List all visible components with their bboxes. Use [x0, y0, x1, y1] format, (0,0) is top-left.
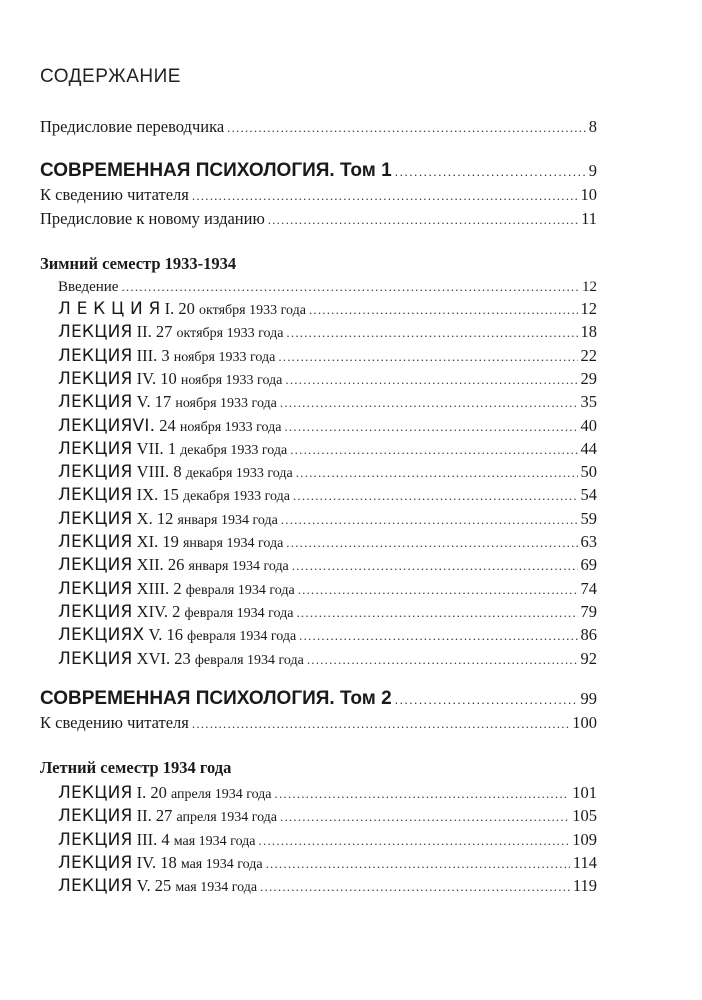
entry-page: 11 — [581, 209, 597, 228]
lecture-day: 18 — [160, 852, 177, 872]
lecture-label — [58, 485, 290, 505]
lecture-date: апреля 1934 года — [176, 810, 278, 826]
lecture-word: ЛЕКЦИЯ — [58, 852, 133, 873]
lecture-day: 15 — [162, 485, 179, 505]
lecture-day: 2 — [172, 601, 181, 621]
toc-entry-reader-note[interactable] — [40, 713, 597, 733]
lecture-number: II. — [136, 322, 152, 342]
dot-leader — [192, 716, 569, 732]
lecture-word: ЛЕКЦИЯ — [58, 783, 133, 803]
lecture-day: 17 — [154, 392, 172, 412]
lecture-day: 1 — [167, 438, 177, 458]
toc-entry-volume-2[interactable] — [40, 688, 597, 710]
lecture-word: ЛЕКЦИЯ — [58, 876, 133, 897]
lecture-day: 8 — [173, 462, 182, 482]
lecture-word: Л Е К Ц И Я — [58, 299, 161, 319]
lecture-date: декабря 1933 года — [180, 442, 288, 458]
toc-entry-lecture[interactable] — [58, 783, 597, 803]
lecture-day: 19 — [162, 532, 179, 551]
lecture-number: XIII. — [136, 578, 170, 598]
lecture-date: мая 1934 года — [180, 856, 263, 872]
entry-page: 12 — [580, 299, 597, 318]
semester-heading: Летний семестр 1934 года — [40, 758, 232, 777]
lecture-word: ЛЕКЦИЯ — [58, 829, 133, 850]
entry-page: 12 — [582, 279, 597, 295]
lecture-number: XI. — [136, 532, 159, 551]
lecture-day: 27 — [155, 322, 173, 342]
lecture-number: V. — [136, 876, 151, 896]
dot-leader — [284, 419, 577, 435]
lecture-word: ЛЕКЦИЯХ — [58, 625, 145, 646]
lecture-day: 27 — [155, 806, 173, 826]
dot-leader — [281, 512, 578, 528]
lecture-date: января 1934 года — [188, 559, 289, 575]
entry-page: 50 — [580, 462, 597, 482]
lecture-number: VIII. — [136, 462, 170, 482]
lecture-label — [58, 625, 296, 645]
toc-entry-lecture[interactable] — [58, 369, 597, 389]
entry-label: Предисловие переводчика — [40, 117, 225, 136]
entry-page: 9 — [588, 161, 597, 180]
lecture-word: ЛЕКЦИЯ — [58, 322, 133, 343]
lecture-word: ЛЕКЦИЯ — [58, 392, 133, 413]
lecture-label — [58, 346, 275, 366]
toc-entry-lecture[interactable] — [58, 439, 597, 459]
entry-page: 114 — [572, 852, 597, 872]
lecture-date: ноября 1933 года — [180, 372, 283, 388]
lecture-word: ЛЕКЦИЯ — [58, 806, 133, 827]
lecture-label — [58, 649, 304, 669]
lecture-date: мая 1934 года — [173, 833, 256, 849]
entry-page: 35 — [580, 392, 597, 412]
toc-entry-lecture[interactable] — [58, 555, 597, 575]
entry-page: 92 — [580, 648, 597, 668]
dot-leader — [395, 164, 586, 179]
lecture-word: ЛЕКЦИЯ — [58, 601, 133, 622]
entry-label: Предисловие к новому изданию — [40, 209, 265, 228]
toc-entry-lecture[interactable] — [58, 806, 597, 826]
lecture-day: 24 — [159, 415, 176, 435]
lecture-number: X. — [136, 508, 153, 528]
lecture-date: декабря 1933 года — [185, 466, 293, 482]
toc-entry-lecture[interactable] — [58, 625, 597, 645]
lecture-label — [58, 416, 281, 436]
entry-page: 22 — [580, 345, 597, 365]
lecture-number: II. — [136, 806, 152, 826]
entry-page: 79 — [580, 601, 597, 621]
dot-leader — [285, 372, 577, 388]
toc-title: СОДЕРЖАНИЕ — [40, 66, 181, 87]
entry-page: 105 — [572, 806, 597, 826]
volume-title: СОВРЕМЕННАЯ ПСИХОЛОГИЯ. Том 2 — [40, 688, 392, 709]
lecture-label — [58, 555, 289, 575]
lecture-date: января 1934 года — [182, 536, 284, 551]
lecture-date: мая 1934 года — [175, 880, 258, 896]
lecture-date: ноября 1933 года — [175, 396, 277, 412]
dot-leader — [293, 488, 578, 504]
toc-entry-lecture[interactable] — [58, 876, 597, 896]
toc-entry-lecture[interactable] — [58, 602, 597, 622]
entry-page: 10 — [580, 185, 597, 204]
lecture-label — [58, 532, 283, 552]
entry-page: 86 — [580, 625, 597, 645]
toc-entry-lecture[interactable] — [58, 579, 597, 599]
lecture-word: ЛЕКЦИЯ — [58, 462, 133, 483]
dot-leader — [268, 212, 578, 228]
lecture-word: ЛЕКЦИЯ — [58, 368, 133, 389]
lecture-label — [58, 853, 263, 873]
dot-leader — [192, 188, 578, 204]
lecture-day: 23 — [174, 648, 191, 668]
dot-leader — [395, 692, 578, 707]
entry-page: 63 — [580, 532, 597, 551]
toc-entry-translator-preface[interactable] — [40, 117, 597, 137]
toc-entry-lecture[interactable] — [58, 853, 597, 873]
dot-leader — [296, 605, 577, 621]
dot-leader — [296, 465, 578, 481]
lecture-date: февраля 1934 года — [187, 629, 297, 645]
toc-entry-lecture[interactable] — [58, 322, 597, 342]
dot-leader — [280, 809, 569, 825]
lecture-word: ЛЕКЦИЯ — [58, 648, 133, 669]
lecture-number: V. — [136, 392, 151, 412]
entry-page: 74 — [580, 578, 597, 598]
semester-heading: Зимний семестр 1933-1934 — [40, 254, 237, 273]
lecture-label — [58, 392, 277, 412]
dot-leader — [307, 652, 578, 668]
lecture-word: ЛЕКЦИЯ — [58, 532, 133, 552]
lecture-word: ЛЕКЦИЯ — [58, 438, 133, 459]
lecture-label — [58, 602, 293, 622]
lecture-number: XII. — [136, 555, 164, 575]
dot-leader — [121, 279, 579, 295]
lecture-label — [58, 439, 287, 459]
entry-label: К сведению читателя — [40, 713, 189, 732]
lecture-label — [58, 579, 295, 599]
lecture-number: III. — [136, 345, 158, 365]
lecture-number: VII. — [136, 438, 164, 458]
lecture-word: ЛЕКЦИЯ — [58, 345, 133, 366]
dot-leader — [280, 395, 578, 411]
lecture-number: XVI. — [136, 648, 171, 668]
lecture-day: 12 — [156, 508, 174, 528]
dot-leader — [275, 786, 570, 802]
entry-page: 69 — [580, 555, 597, 575]
lecture-label — [58, 783, 272, 803]
dot-leader — [286, 535, 577, 551]
lecture-day: 16 — [166, 625, 184, 645]
lecture-day: 2 — [173, 578, 182, 598]
entry-page: 8 — [588, 117, 597, 136]
dot-leader — [298, 582, 578, 598]
lecture-number: V. — [148, 625, 163, 645]
entry-label: К сведению читателя — [40, 185, 189, 204]
toc-entry-lecture[interactable] — [58, 509, 597, 529]
lecture-date: ноября 1933 года — [179, 419, 282, 435]
lecture-label — [58, 830, 256, 850]
entry-page: 40 — [580, 415, 597, 435]
toc-entry-lecture[interactable] — [58, 392, 597, 412]
lecture-label — [58, 876, 257, 896]
toc-entry-lecture[interactable] — [58, 462, 597, 482]
toc-entry-lecture[interactable] — [58, 830, 597, 850]
lecture-date: октября 1933 года — [176, 326, 284, 342]
lecture-word: ЛЕКЦИЯ — [58, 555, 133, 576]
lecture-number: III. — [136, 829, 158, 849]
lecture-word: ЛЕКЦИЯ — [58, 485, 133, 506]
toc-entry-lecture[interactable] — [58, 532, 597, 552]
lecture-date: февраля 1934 года — [185, 582, 295, 598]
lecture-day: 20 — [150, 783, 167, 802]
toc-entry-reader-note[interactable] — [40, 185, 597, 205]
entry-page: 99 — [580, 689, 597, 708]
lecture-day: 26 — [167, 555, 185, 575]
lecture-day: 10 — [160, 368, 177, 388]
toc-entry-new-edition-preface[interactable] — [40, 209, 597, 229]
toc-entry-lecture[interactable] — [58, 485, 597, 505]
toc-entry-lecture[interactable] — [58, 299, 597, 319]
dot-leader — [259, 833, 570, 849]
lecture-word: ЛЕКЦИЯ — [58, 508, 133, 529]
dot-leader — [227, 120, 586, 136]
lecture-date: февраля 1934 года — [194, 652, 304, 668]
entry-page: 18 — [580, 322, 597, 342]
entry-page: 54 — [580, 485, 597, 505]
lecture-day: 20 — [178, 299, 195, 318]
toc-entry-lecture[interactable] — [58, 346, 597, 366]
lecture-number: I. — [164, 299, 175, 318]
lecture-day: 4 — [161, 829, 170, 849]
lecture-number: IV. — [136, 852, 157, 872]
dot-leader — [290, 442, 577, 458]
lecture-number: XIV. — [136, 601, 168, 621]
toc-entry-introduction[interactable] — [58, 279, 597, 296]
dot-leader — [260, 879, 570, 895]
dot-leader — [309, 302, 578, 318]
lecture-day: 3 — [161, 345, 170, 365]
lecture-number: I. — [136, 783, 147, 802]
volume-title: СОВРЕМЕННАЯ ПСИХОЛОГИЯ. Том 1 — [40, 160, 392, 181]
lecture-label — [58, 299, 306, 319]
lecture-word: ЛЕКЦИЯVI. — [58, 415, 156, 436]
lecture-date: ноября 1933 года — [173, 349, 276, 365]
dot-leader — [278, 349, 577, 365]
dot-leader — [286, 325, 577, 341]
entry-label: Введение — [58, 279, 119, 295]
lecture-label — [58, 322, 283, 342]
entry-page: 119 — [572, 876, 597, 896]
lecture-date: октября 1933 года — [199, 303, 306, 318]
lecture-date: апреля 1934 года — [171, 787, 272, 802]
toc-entry-lecture[interactable] — [58, 649, 597, 669]
toc-entry-volume-1[interactable] — [40, 160, 597, 182]
lecture-label — [58, 509, 278, 529]
lecture-date: января 1934 года — [177, 512, 278, 528]
entry-page: 101 — [572, 783, 597, 802]
lecture-number: IX. — [136, 485, 159, 505]
lecture-label — [58, 369, 282, 389]
lecture-word: ЛЕКЦИЯ — [58, 578, 133, 599]
entry-page: 100 — [572, 713, 597, 732]
lecture-date: февраля 1934 года — [184, 605, 294, 621]
lecture-label — [58, 462, 293, 482]
dot-leader — [292, 558, 578, 574]
entry-page: 59 — [580, 508, 597, 528]
lecture-day: 25 — [154, 876, 172, 896]
lecture-date: декабря 1933 года — [182, 489, 290, 505]
lecture-label — [58, 806, 277, 826]
entry-page: 109 — [572, 829, 597, 849]
lecture-number: IV. — [136, 368, 157, 388]
toc-entry-lecture[interactable] — [58, 416, 597, 436]
dot-leader — [266, 856, 570, 872]
entry-page: 44 — [580, 438, 597, 458]
dot-leader — [299, 628, 577, 644]
entry-page: 29 — [580, 368, 597, 388]
